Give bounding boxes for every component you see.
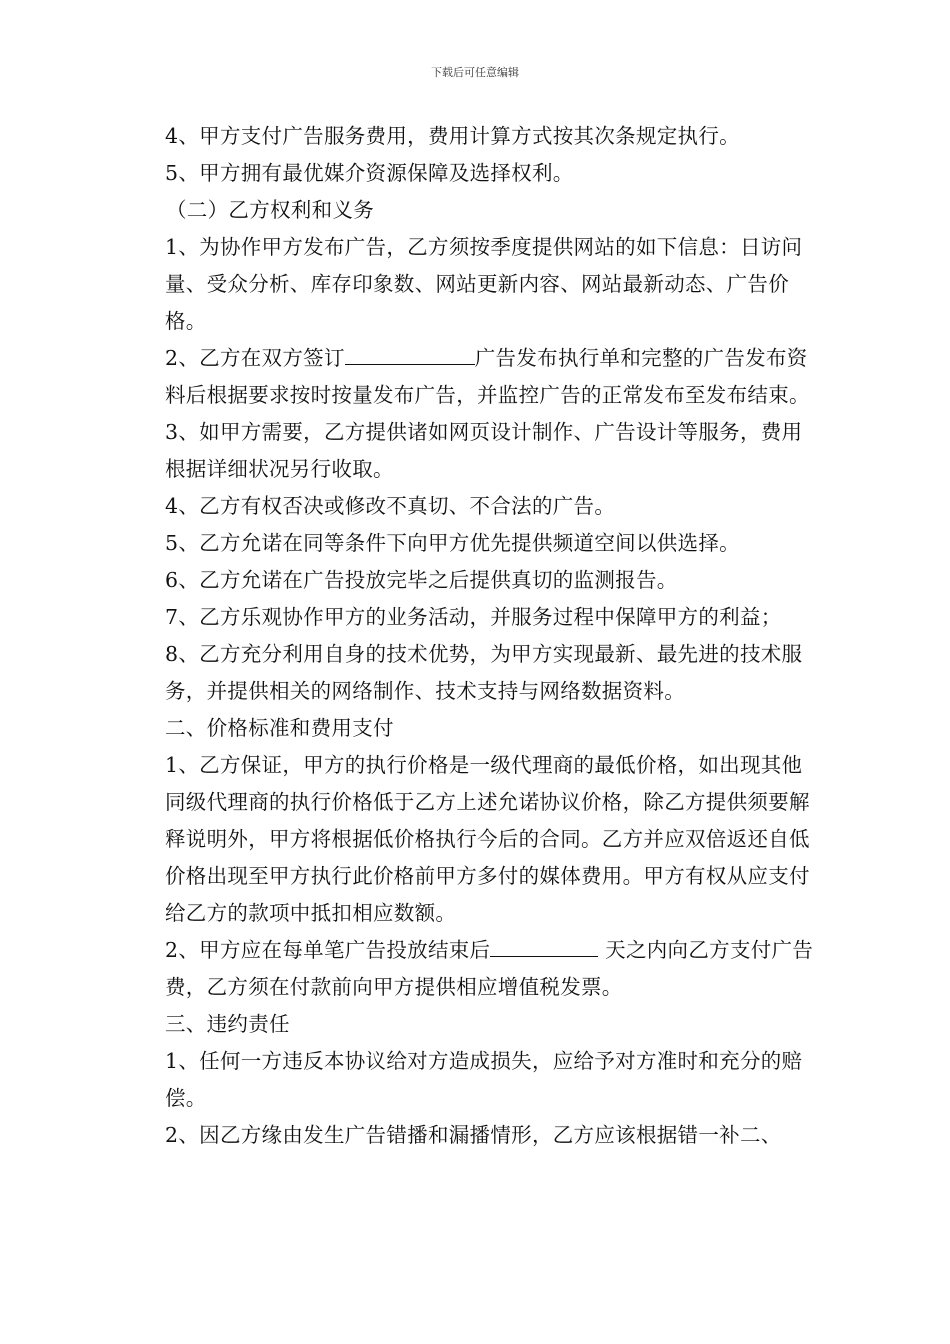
paragraph-text-before-blank: 2、甲方应在每单笔广告投放结束后 bbox=[165, 938, 491, 962]
fill-in-blank-line[interactable] bbox=[345, 342, 475, 365]
document-body bbox=[146, 118, 822, 1154]
paragraph-text-after-blank: 广告发布执行单和完整的广告发布资料后根据要求按时按量发布广告，并监控广告的正常发布至发布结束。 bbox=[165, 346, 810, 407]
paragraph-breach-compensation: 1、任何一方违反本协议给对方造成损失，应给予对方准时和充分的赔偿。 bbox=[165, 1049, 803, 1110]
paragraph-party-b-info: 1、为协作甲方发布广告，乙方须按季度提供网站的如下信息：日访问量、受众分析、库存印象数、网站更新内容、网站最新动态、广告价格。 bbox=[165, 235, 803, 333]
paragraph-party-b-cooperation: 7、乙方乐观协作甲方的业务活动，并服务过程中保障甲方的利益； bbox=[165, 605, 782, 629]
paragraph-party-b-report: 6、乙方允诺在广告投放完毕之后提供真切的监测报告。 bbox=[165, 568, 678, 592]
paragraph-party-b-tech: 8、乙方充分利用自身的技术优势，为甲方实现最新、最先进的技术服务，并提供相关的网络制作、技术支持与网络数据资料。 bbox=[165, 642, 803, 703]
paragraph-party-a-payment: 4、甲方支付广告服务费用，费用计算方式按其次条规定执行。 bbox=[165, 124, 740, 148]
paragraph-party-a-media-rights: 5、甲方拥有最优媒介资源保障及选择权利。 bbox=[165, 161, 574, 185]
paragraph-text-after-blank: 天之内向乙方支付广告费，乙方须在付款前向甲方提供相应增值税发票。 bbox=[165, 938, 814, 999]
section-heading-pricing: 二、价格标准和费用支付 bbox=[165, 716, 394, 740]
paragraph-price-guarantee: 1、乙方保证，甲方的执行价格是一级代理商的最低价格，如出现其他同级代理商的执行价格低于乙方上述允诺协议价格，除乙方提供须要解释说明外，甲方将根据低价格执行今后的合同。乙方并应双倍返还自低价格出现至甲方执行此价格前甲方多付的媒体费用。甲方有权从应支付给乙方的款项中抵扣相应数额。 bbox=[165, 753, 810, 925]
section-heading-party-b-rights: （二）乙方权利和义务 bbox=[166, 198, 374, 222]
paragraph-payment-terms bbox=[146, 932, 822, 1006]
paragraph-party-b-publish bbox=[146, 340, 822, 414]
fill-in-blank-line[interactable] bbox=[490, 934, 598, 957]
page-header-note: 下载后可任意编辑 bbox=[431, 66, 519, 79]
paragraph-party-b-veto: 4、乙方有权否决或修改不真切、不合法的广告。 bbox=[165, 494, 616, 518]
paragraph-text-before-blank: 2、乙方在双方签订 bbox=[165, 346, 345, 370]
paragraph-misbroadcast: 2、因乙方缘由发生广告错播和漏播情形，乙方应该根据错一补二、 bbox=[165, 1123, 782, 1147]
paragraph-party-b-priority: 5、乙方允诺在同等条件下向甲方优先提供频道空间以供选择。 bbox=[165, 531, 740, 555]
paragraph-party-b-design-services: 3、如甲方需要，乙方提供诸如网页设计制作、广告设计等服务，费用根据详细状况另行收取。 bbox=[165, 420, 803, 481]
section-heading-liability: 三、违约责任 bbox=[165, 1012, 290, 1036]
